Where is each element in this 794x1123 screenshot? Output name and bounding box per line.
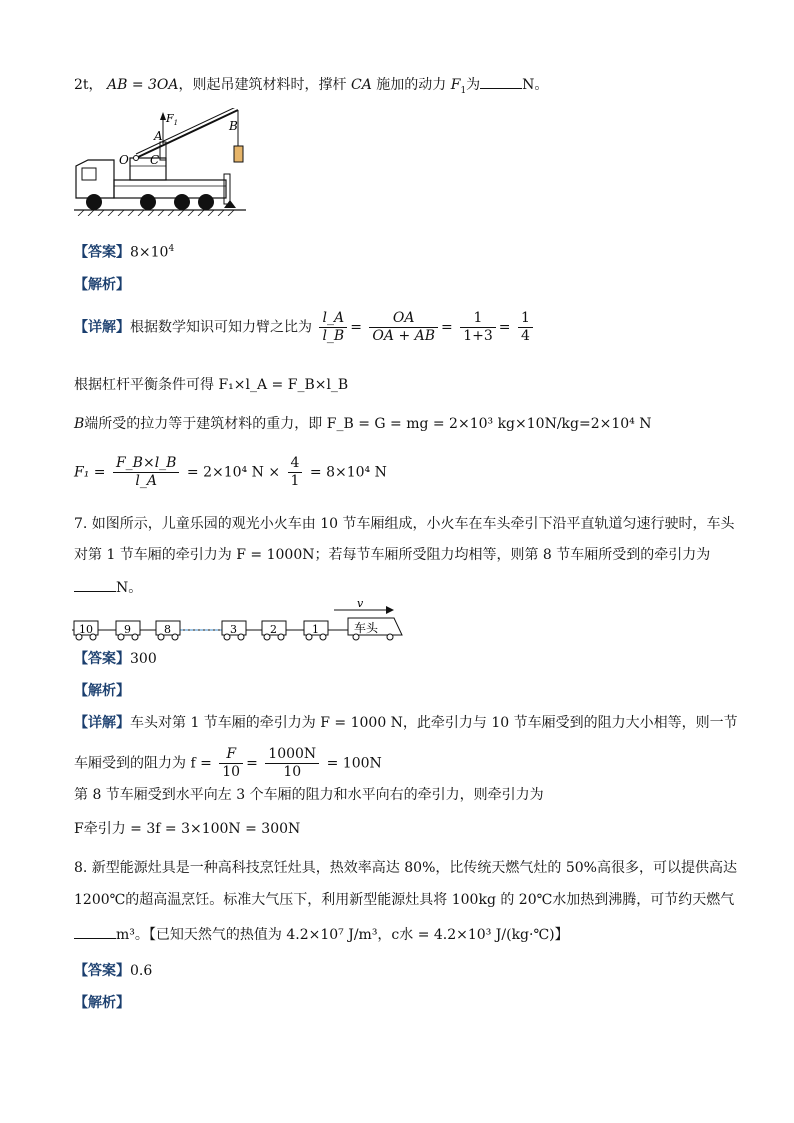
q6-question-line: 2t， AB = 3OA，则起吊建筑材料时，撑杆 CA 施加的动力 $F_1$为 N。 [74, 77, 549, 96]
svg-text:1: 1 [312, 623, 319, 636]
q8-question-line-2: 1200℃的超高温烹饪。标准大气压下，利用新型能源灶具将 100kg 的 20℃水加热到沸腾，可节约天燃气 [74, 892, 735, 908]
q7-question-line-1: 7. 如图所示，儿童乐园的观光小火车由 10 节车厢组成，小火车在车头牵引下沿平直轨道匀速行驶时，车头 [74, 516, 735, 532]
train-car-8 [156, 621, 180, 640]
q7-answer: 【答案】300 [74, 651, 157, 667]
q7-analysis-heading: 【解析】 [74, 683, 130, 699]
label-f1: $F_1$ [166, 112, 179, 127]
label-o: O [119, 153, 129, 167]
svg-text:2: 2 [270, 623, 277, 636]
svg-text:3: 3 [230, 623, 237, 636]
svg-text:车头: 车头 [354, 621, 379, 635]
q7-detail-3: 第 8 节车厢受到水平向左 3 个车厢的阻力和水平向右的牵引力，则牵引力为 [74, 787, 544, 803]
q7-detail-1: 【详解】车头对第 1 节车厢的牵引力为 F = 1000 N，此牵引力与 10 节车厢受到的阻力大小相等，则一节 [74, 715, 738, 731]
q8-question-line-3: m³。【已知天然气的热值为 4.2×10⁷ J/m³，c水 = 4.2×10³ J/(kg·℃)】 [74, 925, 569, 944]
q6-detail-3: B端所受的拉力等于建筑材料的重力，即 F_B = G = mg = 2×10³ kg×10N/kg=2×10⁴ N [74, 416, 652, 432]
svg-text:9: 9 [124, 623, 131, 636]
crane-truck-figure [74, 108, 250, 216]
q6-answer: 【答案】$8\times 10^4$ [74, 244, 175, 261]
answer-blank [480, 75, 522, 89]
q6-detail-4: F₁ = $\frac{F\_B\times l\_B}{l\_A}$ = 2×10⁴ N × $\frac{4}{1}$ = 8×10⁴ N [74, 455, 387, 489]
q6-detail-1: 【详解】根据数学知识可知力臂之比为 $\frac{l\_A}{l\_B}$ = $\frac{OA}{OA + AB}$ = $\frac{1}{1+3}$ = $\frac{1}{4}$ [74, 310, 536, 345]
q7-question-line-2: 对第 1 节车厢的牵引力为 F = 1000N；若每节车厢所受阻力均相等，则第 8 节车厢所受到的牵引力为 [74, 547, 711, 563]
label-c: C [150, 153, 160, 167]
q7-detail-2: 车厢受到的阻力为 f = $\frac{F}{10}$ = $\frac{1000N}{10}$ = 100N [74, 746, 382, 780]
answer-blank [74, 925, 116, 939]
q8-answer: 【答案】0.6 [74, 963, 153, 979]
q6-analysis-heading: 【解析】 [74, 277, 130, 293]
train-figure [72, 600, 408, 644]
q6-detail-2: 根据杠杆平衡条件可得 F₁×l_A = F_B×l_B [74, 377, 349, 393]
q8-question-line-1: 8. 新型能源灶具是一种高科技烹饪灶具，热效率高达 80%，比传统天燃气灶的 50%高很多，可以提供高达 [74, 860, 737, 876]
answer-blank [74, 578, 116, 592]
label-a: A [154, 129, 163, 143]
train-car-9 [116, 621, 140, 640]
svg-text:8: 8 [164, 623, 171, 636]
train-car-1 [304, 621, 328, 640]
train-engine [348, 618, 402, 640]
train-car-2 [262, 621, 286, 640]
q7-question-line-3: N。 [74, 578, 142, 597]
svg-text:10: 10 [79, 623, 93, 636]
label-b: B [229, 119, 238, 133]
train-car-10 [74, 621, 98, 640]
q7-detail-4: F牵引力 = 3f = 3×100N = 300N [74, 821, 301, 837]
label-v: v [357, 600, 364, 610]
q8-analysis-heading: 【解析】 [74, 995, 130, 1011]
train-car-3 [222, 621, 246, 640]
